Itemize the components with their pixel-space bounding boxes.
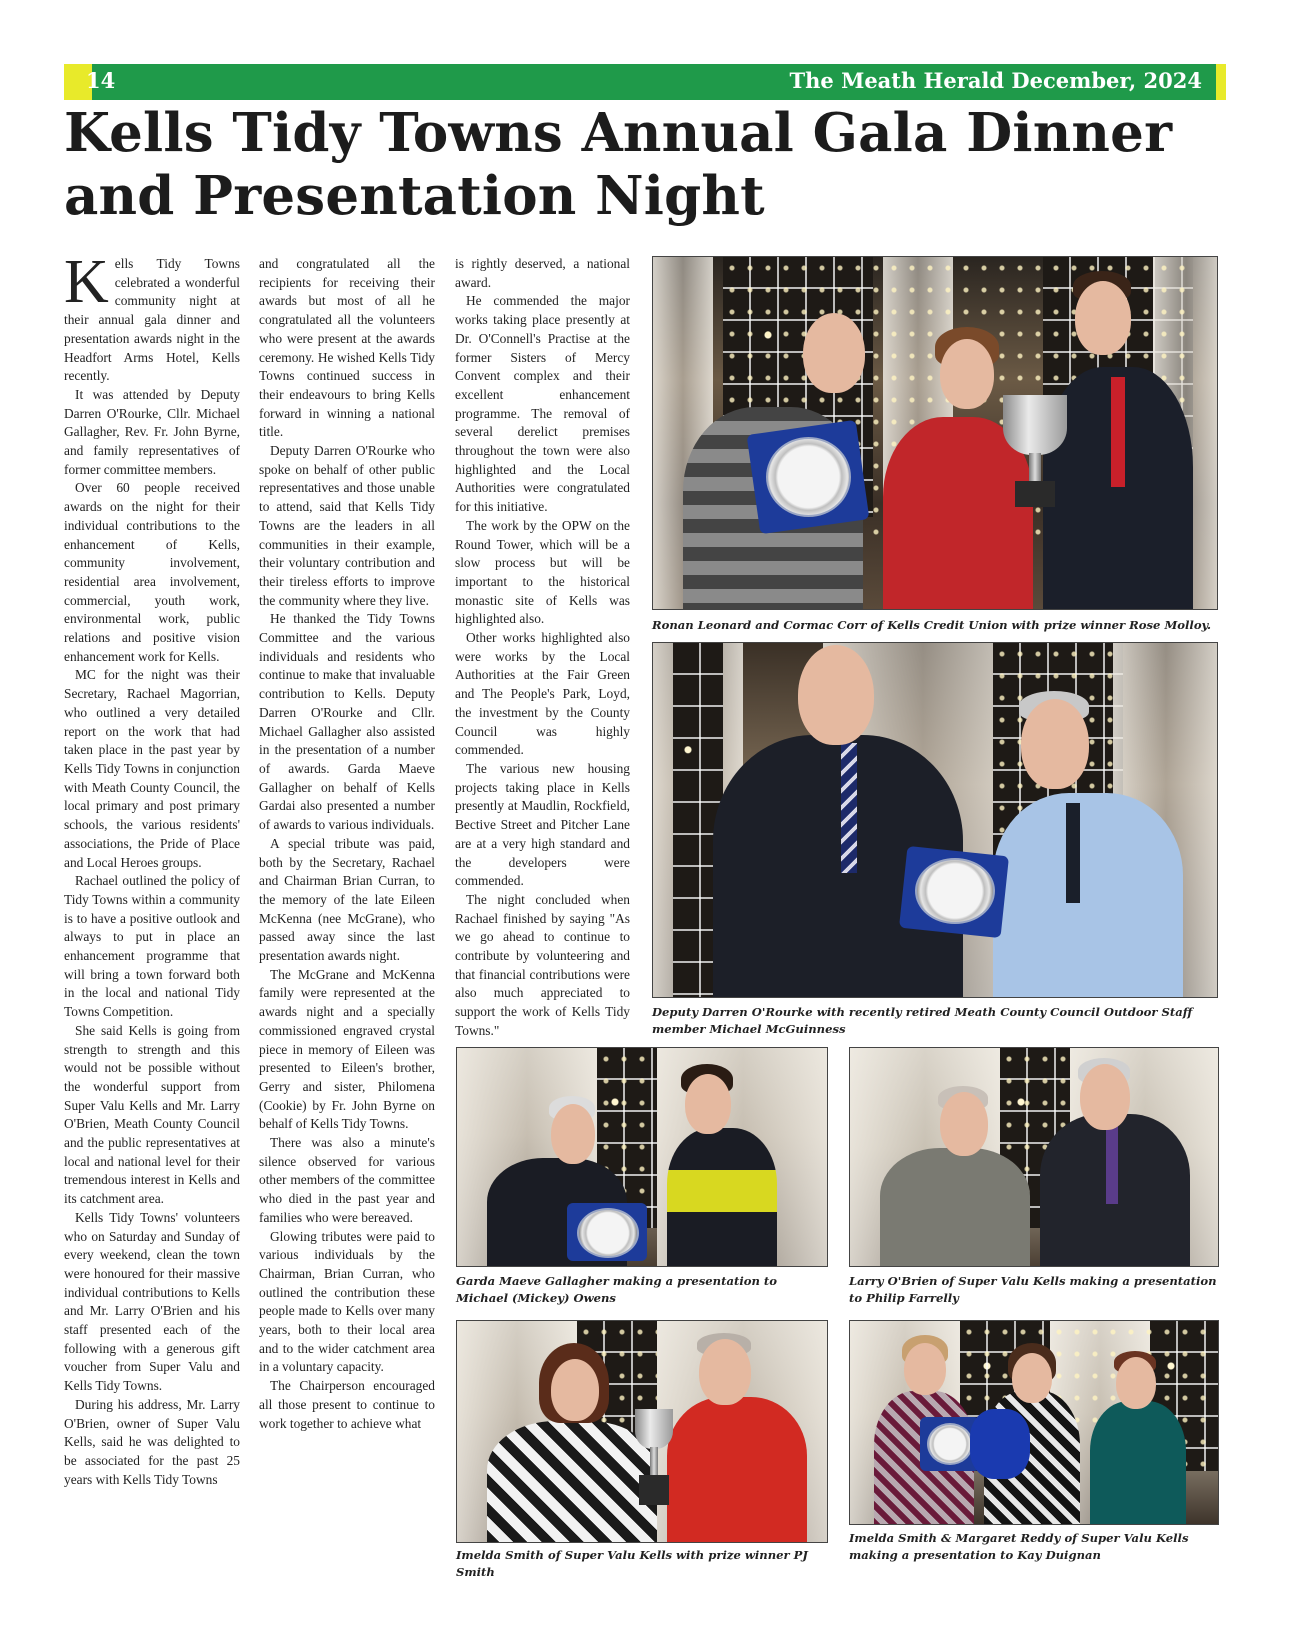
article-paragraph: MC for the night was their Secretary, Rachael Magorrian, who outlined a very detailed report on the work that had taken place in the past year by Kells Tidy Towns in conjunction with Meath County Council, the local primary and post primary schools, the various residents' associations, the Pride of Place and Local Heroes groups. — [64, 667, 240, 870]
article-column-1 — [64, 248, 240, 1489]
article-paragraph: and congratulated all the recipients for receiving their awards but most of all he congratulated all the volunteers who were present at the awards ceremony. He wished Kells Tidy Towns continued success in their endeavours to bring Kells forward in winning a national title. — [259, 256, 435, 440]
photo-caption: Larry O'Brien of Super Valu Kells making a presentation to Philip Farrelly — [849, 1274, 1217, 1305]
article-paragraph: He commended the major works taking place presently at Dr. O'Connell's Practise at the former Sisters of Mercy Convent complex and their excellent enhancement programme. The removal of several derelict premises throughout the town were also highlighted and the Local Authorities were congratulated for this initiative. — [455, 293, 630, 515]
masthead-title: The Meath Herald December, 2024 — [789, 68, 1202, 93]
photo-garda-presentation — [456, 1047, 828, 1267]
article-paragraph: Other works highlighted also were works by the Local Authorities at the Fair Green and The People's Park, Loyd, the investment by the County Council was highly commended. — [455, 630, 630, 758]
article-paragraph: is rightly deserved, a national award. — [455, 256, 630, 290]
photo-caption: Imelda Smith of Super Valu Kells with prize winner PJ Smith — [456, 1548, 808, 1579]
article-column-3 — [455, 255, 630, 1041]
article-paragraph: The McGrane and McKenna family were represented at the awards night and a specially commissioned engraved crystal piece in memory of Eileen was presented to Eileen's brother, Gerry and sister, Philomena (Cookie) by Fr. John Byrne on behalf of Kells Tidy Towns. — [259, 966, 435, 1132]
article-paragraph: Deputy Darren O'Rourke who spoke on behalf of other public representatives and those unable to attend, said that Kells Tidy Towns are the leaders in all communities in their example, their voluntary contribution and their tireless efforts to improve the community where they live. — [259, 443, 435, 608]
article-paragraph: Rachael outlined the policy of Tidy Towns within a community is to have a positive outlook and always to put in place an enhancement programme that will bring a town forward both in the local and national Tidy Towns Competition. — [64, 873, 240, 1020]
page-header-bar — [64, 64, 1226, 100]
article-paragraph: Glowing tributes were paid to various individuals by the Chairman, Brian Curran, who outlined the contribution these people made to Kells over many years, both to their local area and to the wider catchment area in a voluntary capacity. — [259, 1228, 435, 1375]
article-headline: Kells Tidy Towns Annual Gala Dinner and Presentation Night — [64, 102, 1173, 227]
photo-deputy-presentation — [652, 642, 1218, 998]
article-paragraph: There was also a minute's silence observed for various other members of the committee who died in the past year and families who were bereaved. — [259, 1135, 435, 1225]
article-paragraph: During his address, Mr. Larry O'Brien, owner of Super Valu Kells, said he was delighted to be associated for the past 25 years with Kells Tidy Towns — [64, 1396, 240, 1487]
article-paragraph: Over 60 people received awards on the night for their individual contributions to the enhancement of Kells, community involvement, residential area involvement, commercial, youth work, environmental work, public relations and positive vision enhancement work for Kells. — [64, 480, 240, 664]
drop-cap: K — [64, 248, 109, 316]
article-paragraph: Kells Tidy Towns' volunteers who on Saturday and Sunday of every weekend, clean the town were honoured for their massive individual contributions to Kells and Mr. Larry O'Brien and his staff presented each of the following with a generous gift voucher from Super Valu and Kells Tidy Towns. — [64, 1209, 240, 1394]
article-paragraph: Kells Tidy Towns celebrated a wonderful community night at their annual gala dinner and presentation awards night in the Headfort Arms Hotel, Kells recently. — [64, 248, 240, 384]
photo-caption: Deputy Darren O'Rourke with recently retired Meath County Council Outdoor Staff member Michael McGuinness — [652, 1005, 1193, 1036]
header-yellow-accent-right — [1216, 64, 1226, 100]
article-paragraph: It was attended by Deputy Darren O'Rourke, Cllr. Michael Gallagher, Rev. Fr. John Byrne, and family representatives of former committee members. — [64, 386, 240, 477]
article-paragraph: A special tribute was paid, both by the Secretary, Rachael and Chairman Brian Curran, to the memory of the late Eileen McKenna (nee McGrane), who passed away since the last presentation awards night. — [259, 835, 435, 964]
photo-caption: Imelda Smith & Margaret Reddy of Super Valu Kells making a presentation to Kay Duignan — [849, 1531, 1189, 1562]
article-column-2 — [259, 255, 435, 1433]
page-number: 14 — [86, 68, 116, 93]
article-paragraph: The work by the OPW on the Round Tower, which will be a slow process but will be important to the historical monastic site of Kells was highlighted also. — [455, 517, 630, 627]
article-paragraph: She said Kells is going from strength to strength and this would not be possible without the wonderful support from Super Valu Kells and Mr. Larry O'Brien, Meath County Council and the public representatives at local and national level for their tremendous interest in Kells and its catchment area. — [64, 1022, 240, 1207]
photo-credit-union-presentation — [652, 256, 1218, 610]
photo-trophy-presentation — [456, 1320, 828, 1543]
photo-flowers-presentation — [849, 1320, 1219, 1525]
article-paragraph: The night concluded when Rachael finished by saying "As we go ahead to continue to contribute by volunteering and that financial contributions were also much appreciated to support the work of Kells Tidy Towns." — [455, 891, 630, 1038]
photo-super-valu-presentation — [849, 1047, 1219, 1267]
article-paragraph: The Chairperson encouraged all those present to continue to work together to achieve what — [259, 1378, 435, 1431]
article-paragraph: He thanked the Tidy Towns Committee and the various individuals and residents who continue to make that invaluable contribution to Kells. Deputy Darren O'Rourke and Cllr. Michael Gallagher also assisted in the presentation of a number of awards. Garda Maeve Gallagher on behalf of Kells Gardai also presented a number of awards to various individuals. — [259, 611, 435, 833]
article-paragraph: The various new housing projects taking place in Kells presently at Maudlin, Rockfield, Bective Street and Pitcher Lane are at a very high standard and the developers were commended. — [455, 760, 630, 889]
photo-caption: Ronan Leonard and Cormac Corr of Kells Credit Union with prize winner Rose Molloy. — [652, 618, 1211, 632]
photo-caption: Garda Maeve Gallagher making a presentation to Michael (Mickey) Owens — [456, 1274, 778, 1305]
